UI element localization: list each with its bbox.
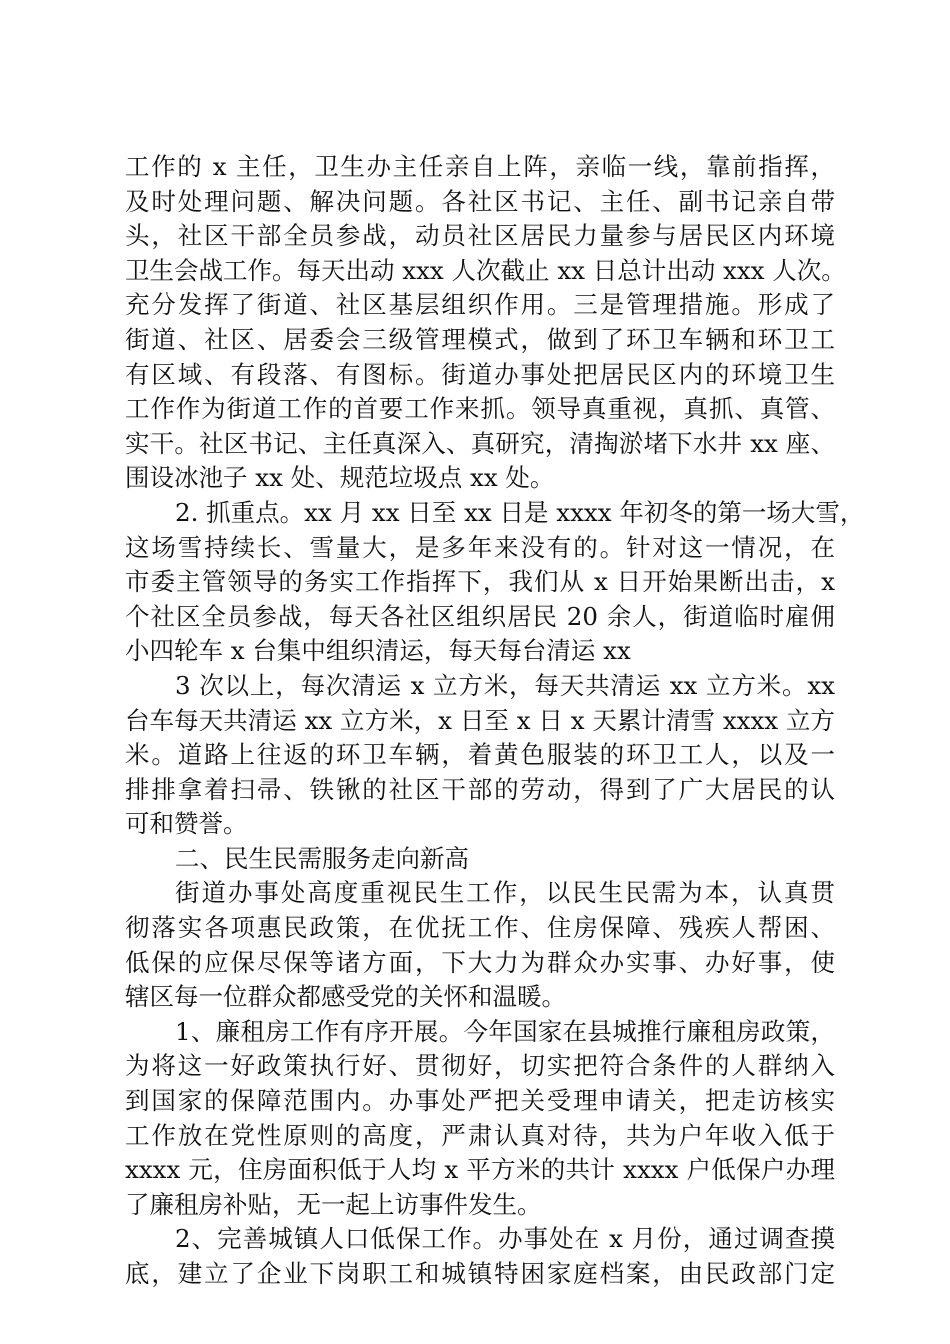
text-line: 工作作为街道工作的首要工作来抓。领导真重视，真抓、真管、 [125, 394, 835, 424]
text-line: 个社区全员参战，每天各社区组织居民 20 余人，街道临时雇佣 [125, 601, 835, 631]
text-line: 2. 抓重点。xx 月 xx 日至 xx 日是 xxxx 年初冬的第一场大雪， [175, 497, 865, 527]
text-line: 二、民生民需服务走向新高 [175, 843, 469, 873]
text-line: 台车每天共清运 xx 立方米，x 日至 x 日 x 天累计清雪 xxxx 立方 [125, 705, 835, 735]
text-line: 小四轮车 x 台集中组织清运，每天每台清运 xx [125, 636, 631, 666]
text-line: 及时处理问题、解决问题。各社区书记、主任、副书记亲自带 [125, 186, 835, 216]
text-line: 卫生会战工作。每天出动 xxx 人次截止 xx 日总计出动 xxx 人次。 [125, 255, 846, 285]
text-line: 街道办事处高度重视民生工作，以民生民需为本，认真贯 [175, 878, 835, 908]
text-line: 2、完善城镇人口低保工作。办事处在 x 月份，通过调查摸 [175, 1224, 835, 1254]
text-line: 实干。社区书记、主任真深入、真研究，清掏淤堵下水井 xx 座、 [125, 428, 835, 458]
text-line: 排排拿着扫帚、铁锹的社区干部的劳动，得到了广大居民的认 [125, 774, 835, 804]
text-line: 围设冰池子 xx 处、规范垃圾点 xx 处。 [125, 463, 555, 493]
text-line: 街道、社区、居委会三级管理模式，做到了环卫车辆和环卫工 [125, 324, 835, 354]
document-body [125, 150, 865, 1292]
text-line: 工作的 x 主任，卫生办主任亲自上阵，亲临一线，靠前指挥， [125, 152, 835, 181]
text-line: 辖区每一位群众都感受党的关怀和温暖。 [125, 982, 566, 1012]
text-line: 1、廉租房工作有序开展。今年国家在县城推行廉租房政策， [175, 1016, 835, 1046]
text-line: 工作放在党性原则的高度，严肃认真对待，共为户年收入低于 [125, 1120, 835, 1150]
text-line: 头，社区干部全员参战，动员社区居民力量参与居民区内环境 [125, 221, 835, 251]
text-line: 彻落实各项惠民政策，在优抚工作、住房保障、残疾人帮困、 [125, 913, 835, 943]
text-line: 有区域、有段落、有图标。街道办事处把居民区内的环境卫生 [125, 359, 835, 389]
text-line: xxxx 元，住房面积低于人均 x 平方米的共计 xxxx 户低保户办理 [125, 1155, 835, 1185]
text-line: 可和赞誉。 [125, 809, 248, 839]
text-line: 低保的应保尽保等诸方面，下大力为群众办实事、办好事，使 [125, 947, 835, 977]
text-line: 充分发挥了街道、社区基层组织作用。三是管理措施。形成了 [125, 290, 835, 320]
text-line: 为将这一好政策执行好、贯彻好，切实把符合条件的人群纳入 [125, 1051, 835, 1081]
text-line: 底，建立了企业下岗职工和城镇特困家庭档案，由民政部门定 [125, 1259, 835, 1288]
text-line: 市委主管领导的务实工作指挥下，我们从 x 日开始果断出击，x [125, 567, 835, 597]
text-line: 这场雪持续长、雪量大，是多年来没有的。针对这一情况，在 [125, 532, 835, 562]
text-line: 了廉租房补贴，无一起上访事件发生。 [125, 1189, 542, 1219]
text-line: 米。道路上往返的环卫车辆，着黄色服装的环卫工人，以及一 [125, 740, 835, 770]
text-line: 到国家的保障范围内。办事处严把关受理申请关，把走访核实 [125, 1086, 835, 1116]
text-line: 3 次以上，每次清运 x 立方米，每天共清运 xx 立方米。xx [175, 670, 835, 700]
